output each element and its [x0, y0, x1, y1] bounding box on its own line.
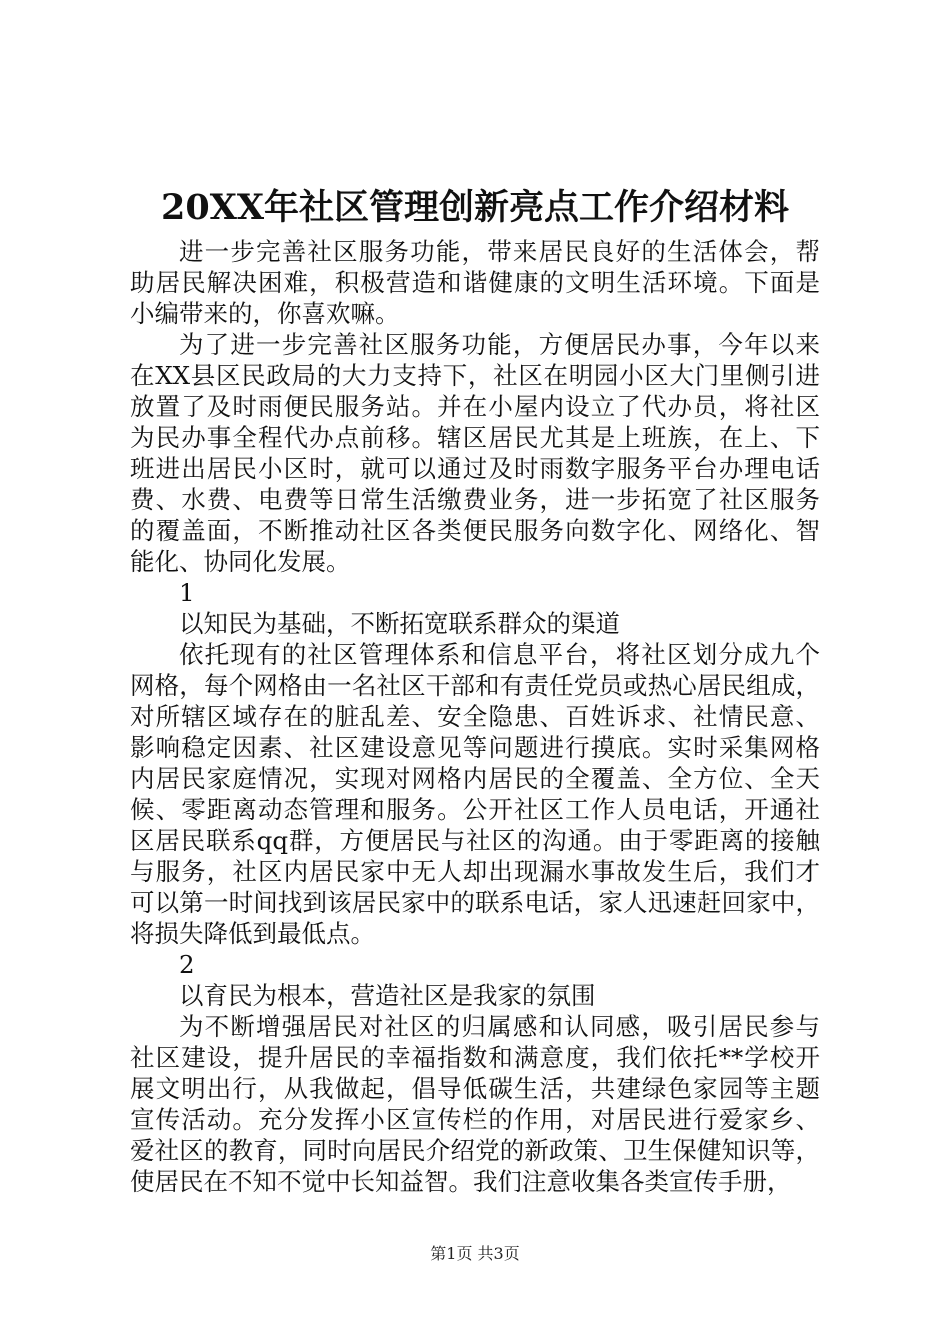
text-line: 网格，每个网格由一名社区干部和有责任党员或热心居民组成， — [130, 671, 820, 700]
text-line: 候、零距离动态管理和服务。公开社区工作人员电话，开通社 — [130, 795, 820, 824]
text-line: 可以第一时间找到该居民家中的联系电话，家人迅速赶回家中， — [130, 888, 820, 917]
text-line: 区居民联系qq群，方便居民与社区的沟通。由于零距离的接触 — [130, 826, 820, 855]
text-line: 为不断增强居民对社区的归属感和认同感，吸引居民参与 — [179, 1012, 820, 1041]
text-line: 社区建设，提升居民的幸福指数和满意度，我们依托**学校开 — [130, 1043, 820, 1072]
text-line: 在XX县区民政局的大力支持下，社区在明园小区大门里侧引进 — [130, 361, 820, 390]
text-line: 与服务，社区内居民家中无人却出现漏水事故发生后，我们才 — [130, 857, 820, 886]
text-line: 宣传活动。充分发挥小区宣传栏的作用，对居民进行爱家乡、 — [130, 1105, 820, 1134]
text-line: 进一步完善社区服务功能，带来居民良好的生活体会，帮 — [179, 237, 820, 266]
text-line: 使居民在不知不觉中长知益智。我们注意收集各类宣传手册， — [130, 1167, 792, 1196]
text-line: 能化、协同化发展。 — [130, 547, 351, 576]
text-line: 内居民家庭情况，实现对网格内居民的全覆盖、全方位、全天 — [130, 764, 820, 793]
text-line: 依托现有的社区管理体系和信息平台，将社区划分成九个 — [179, 640, 820, 669]
text-line: 展文明出行，从我做起，倡导低碳生活，共建绿色家园等主题 — [130, 1074, 820, 1103]
document-title: 20XX年社区管理创新亮点工作介绍材料 — [160, 187, 790, 228]
text-line: 班进出居民小区时，就可以通过及时雨数字服务平台办理电话 — [130, 454, 820, 483]
text-line: 放置了及时雨便民服务站。并在小屋内设立了代办员，将社区 — [130, 392, 820, 421]
document-body — [130, 236, 820, 1197]
text-line: 小编带来的，你喜欢嘛。 — [130, 299, 400, 328]
text-line: 为了进一步完善社区服务功能，方便居民办事，今年以来 — [179, 330, 820, 359]
text-line: 为民办事全程代办点前移。辖区居民尤其是上班族，在上、下 — [130, 423, 820, 452]
text-line: 的覆盖面，不断推动社区各类便民服务向数字化、网络化、智 — [130, 516, 820, 545]
text-line: 以育民为根本，营造社区是我家的氛围 — [179, 981, 596, 1010]
text-line: 2 — [179, 950, 195, 979]
text-line: 助居民解决困难，积极营造和谐健康的文明生活环境。下面是 — [130, 268, 820, 297]
text-line: 影响稳定因素、社区建设意见等问题进行摸底。实时采集网格 — [130, 733, 820, 762]
text-line: 费、水费、电费等日常生活缴费业务，进一步拓宽了社区服务 — [130, 485, 820, 514]
text-line: 对所辖区域存在的脏乱差、安全隐患、百姓诉求、社情民意、 — [130, 702, 820, 731]
page-footer: 第1页 共3页 — [430, 1244, 520, 1263]
text-line: 1 — [179, 578, 195, 607]
text-line: 将损失降低到最低点。 — [130, 919, 375, 948]
text-line: 以知民为基础，不断拓宽联系群众的渠道 — [179, 609, 620, 638]
text-line: 爱社区的教育，同时向居民介绍党的新政策、卫生保健知识等， — [130, 1136, 820, 1165]
